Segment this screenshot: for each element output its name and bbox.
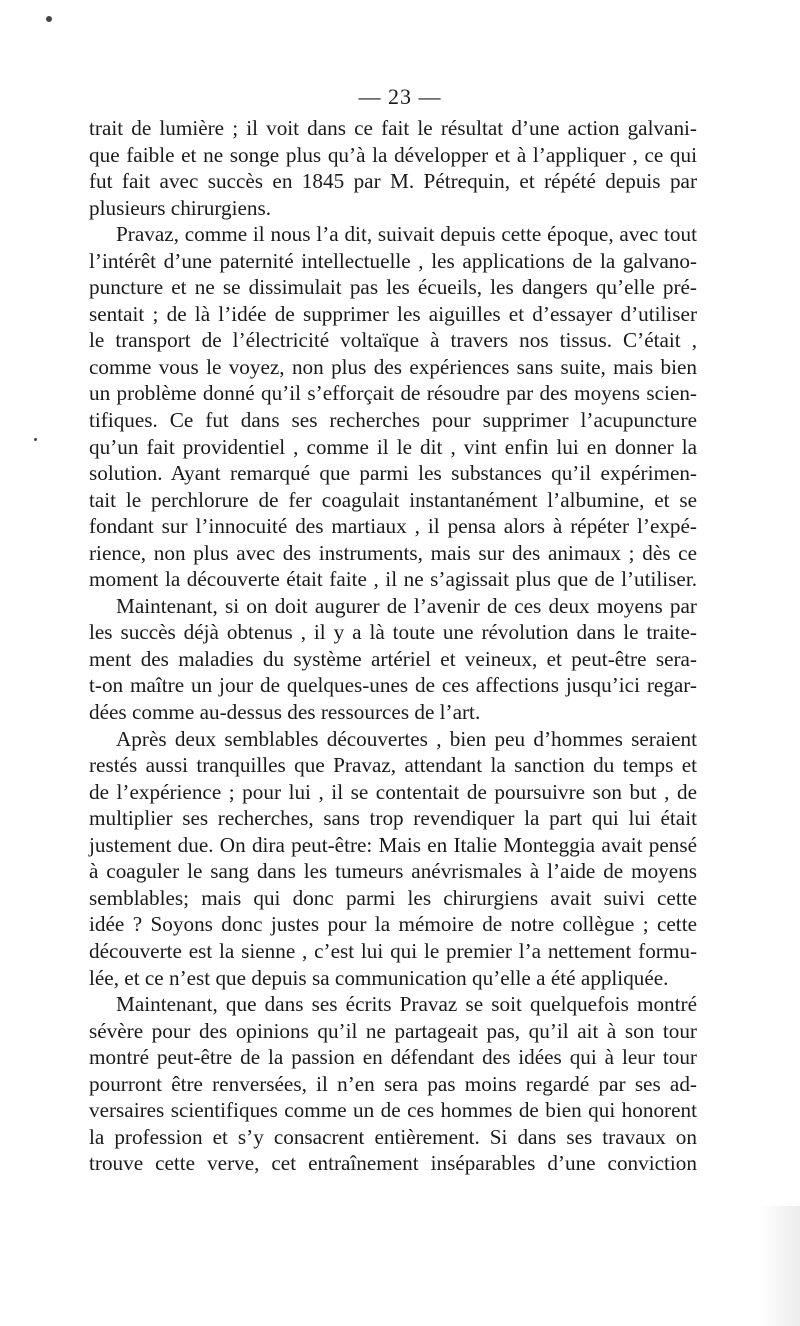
page-number: — 23 — — [358, 84, 442, 109]
text-line: tait le perchlorure de fer coagulait instantanément l’albumine, et se — [89, 487, 697, 512]
text-line: sévère pour des opinions qu’il ne partageait pas, qu’il ait à son tour — [89, 1018, 697, 1043]
text-line: trouve cette verve, cet entraînement inséparables d’une conviction — [89, 1151, 697, 1176]
text-line: t-on maître un jour de quelques-unes de ces affections jusqu’ici regar- — [89, 673, 697, 698]
body-text — [89, 115, 697, 1177]
text-line: trait de lumière ; il voit dans ce fait le résultat d’une action galvani- — [89, 116, 697, 140]
text-line: solution. Ayant remarqué que parmi les substances qu’il expérimen- — [89, 461, 697, 486]
page-edge-shadow — [760, 1206, 800, 1326]
text-line: l’intérêt d’une paternité intellectuelle , les applications de la galvano- — [89, 248, 697, 273]
text-line: que faible et ne songe plus qu’à la développer et à l’appliquer , ce qui — [89, 142, 697, 167]
text-line: fondant sur l’innocuité des martiaux , il pensa alors à répéter l’expé- — [89, 514, 697, 539]
text-line: semblables; mais qui donc parmi les chirurgiens avait suivi cette — [89, 885, 697, 910]
text-line: idée ? Soyons donc justes pour la mémoire de notre collègue ; cette — [89, 912, 697, 937]
text-line: pourront être renversées, il n’en sera pas moins regardé par ses ad- — [89, 1071, 697, 1096]
text-line: montré peut-être de la passion en défendant des idées qui à leur tour — [89, 1045, 697, 1070]
text-line: la profession et s’y consacrent entièrement. Si dans ses travaux on — [89, 1124, 697, 1149]
text-line: un problème donné qu’il s’efforçait de résoudre par des moyens scien- — [89, 381, 697, 406]
text-line: puncture et ne se dissimulait pas les écueils, les dangers qu’elle pré- — [89, 275, 697, 300]
text-line: rience, non plus avec des instruments, mais sur des animaux ; dès ce — [89, 540, 697, 565]
text-line: plusieurs chirurgiens. — [89, 195, 272, 220]
text-line: Maintenant, que dans ses écrits Pravaz se soit quelquefois montré — [116, 992, 697, 1017]
text-line: fut fait avec succès en 1845 par M. Pétrequin, et répété depuis par — [89, 169, 697, 194]
text-line: dées comme au-dessus des ressources de l’art. — [89, 700, 481, 725]
text-line: comme vous le voyez, non plus des expériences sans suite, mais bien — [89, 354, 697, 379]
text-line: lée, et ce n’est que depuis sa communication qu’elle a été appliquée. — [89, 965, 669, 990]
text-line: tifiques. Ce fut dans ses recherches pour supprimer l’acupuncture — [89, 408, 697, 433]
text-line: justement due. On dira peut-être: Mais en Italie Monteggia avait pensé — [89, 832, 697, 857]
text-line: le transport de l’électricité voltaïque à travers nos tissus. C’était , — [89, 328, 697, 353]
text-line: restés aussi tranquilles que Pravaz, attendant la sanction du temps et — [89, 753, 697, 778]
text-line: découverte est la sienne , c’est lui qui le premier l’a nettement formu- — [89, 938, 697, 963]
text-line: Après deux semblables découvertes , bien peu d’hommes seraient — [116, 726, 697, 751]
text-line: moment la découverte était faite , il ne s’agissait plus que de l’utiliser. — [89, 567, 697, 592]
text-line: multiplier ses recherches, sans trop revendiquer la part qui lui était — [89, 806, 697, 831]
text-line: qu’un fait providentiel , comme il le dit , vint enfin lui en donner la — [89, 434, 697, 459]
ink-speck — [34, 438, 37, 441]
text-line: ment des maladies du système artériel et veineux, et peut-être sera- — [89, 646, 697, 671]
text-line: les succès déjà obtenus , il y a là toute une révolution dans le traite- — [89, 620, 697, 645]
text-line: Pravaz, comme il nous l’a dit, suivait depuis cette époque, avec tout — [116, 222, 697, 247]
text-line: sentait ; de là l’idée de supprimer les aiguilles et d’essayer d’utiliser — [89, 301, 697, 326]
text-line: Maintenant, si on doit augurer de l’avenir de ces deux moyens par — [116, 593, 697, 618]
text-line: de l’expérience ; pour lui , il se contentait de poursuivre son but , de — [89, 779, 697, 804]
text-line: à coaguler le sang dans les tumeurs anévrismales à l’aide de moyens — [89, 859, 697, 884]
ink-speck — [46, 16, 52, 22]
text-line: versaires scientifiques comme un de ces hommes de bien qui honorent — [89, 1098, 697, 1123]
